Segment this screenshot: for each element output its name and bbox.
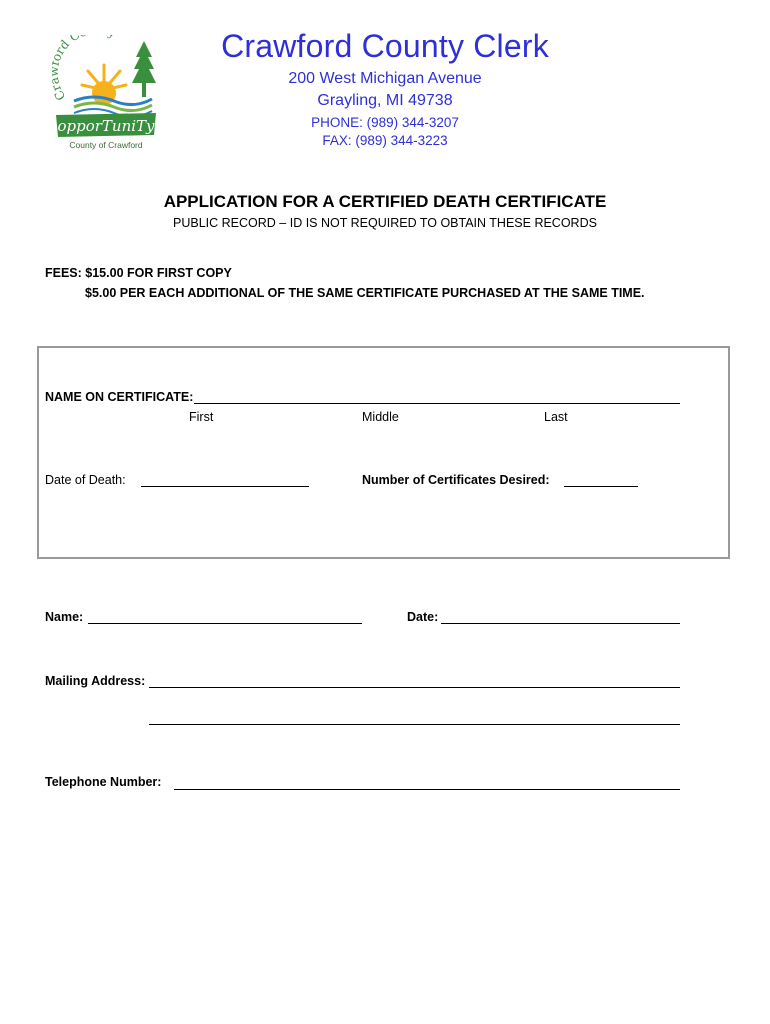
telephone-number-field[interactable] bbox=[174, 789, 680, 790]
county-logo bbox=[52, 35, 162, 153]
application-title: APPLICATION FOR A CERTIFIED DEATH CERTIFICATE bbox=[163, 192, 607, 211]
phone-number: PHONE: (989) 344-3207 bbox=[311, 115, 459, 130]
number-of-certificates-label: Number of Certificates Desired: bbox=[362, 473, 550, 487]
application-subtitle: PUBLIC RECORD – ID IS NOT REQUIRED TO OBTAIN THESE RECORDS bbox=[173, 216, 597, 230]
fees-first-copy: FEES: $15.00 FOR FIRST COPY bbox=[45, 266, 232, 280]
last-name-label: Last bbox=[544, 410, 568, 424]
request-date-label: Date: bbox=[407, 610, 439, 624]
requester-name-label: Name: bbox=[45, 610, 84, 624]
office-title: Crawford County Clerk bbox=[221, 28, 549, 64]
county-logo-graphic bbox=[52, 35, 162, 153]
middle-name-label: Middle bbox=[362, 410, 399, 424]
name-on-certificate-field[interactable] bbox=[194, 403, 680, 404]
telephone-number-label: Telephone Number: bbox=[45, 775, 162, 789]
logo-banner-text: opporTuniTy bbox=[57, 117, 155, 135]
mailing-address-field-line2[interactable] bbox=[149, 724, 680, 725]
date-of-death-field[interactable] bbox=[141, 486, 309, 487]
logo-caption: County of Crawford bbox=[69, 140, 143, 150]
date-of-death-label: Date of Death: bbox=[45, 473, 126, 487]
fax-number: FAX: (989) 344-3223 bbox=[322, 133, 448, 148]
first-name-label: First bbox=[189, 410, 214, 424]
certificate-details-box bbox=[37, 346, 730, 559]
request-date-field[interactable] bbox=[441, 623, 680, 624]
address-street: 200 West Michigan Avenue bbox=[288, 70, 482, 87]
logo-arc-text: C rd C bbox=[52, 35, 83, 103]
requester-name-field[interactable] bbox=[88, 623, 362, 624]
address-city: Grayling, MI 49738 bbox=[317, 92, 453, 109]
mailing-address-field-line1[interactable] bbox=[149, 687, 680, 688]
name-on-certificate-label: NAME ON CERTIFICATE: bbox=[45, 390, 194, 404]
mailing-address-label: Mailing Address: bbox=[45, 674, 146, 688]
fees-additional-copy: $5.00 PER EACH ADDITIONAL OF THE SAME CERTIFICATE PURCHASED AT THE SAME TIME. bbox=[85, 286, 645, 300]
number-of-certificates-field[interactable] bbox=[564, 486, 638, 487]
